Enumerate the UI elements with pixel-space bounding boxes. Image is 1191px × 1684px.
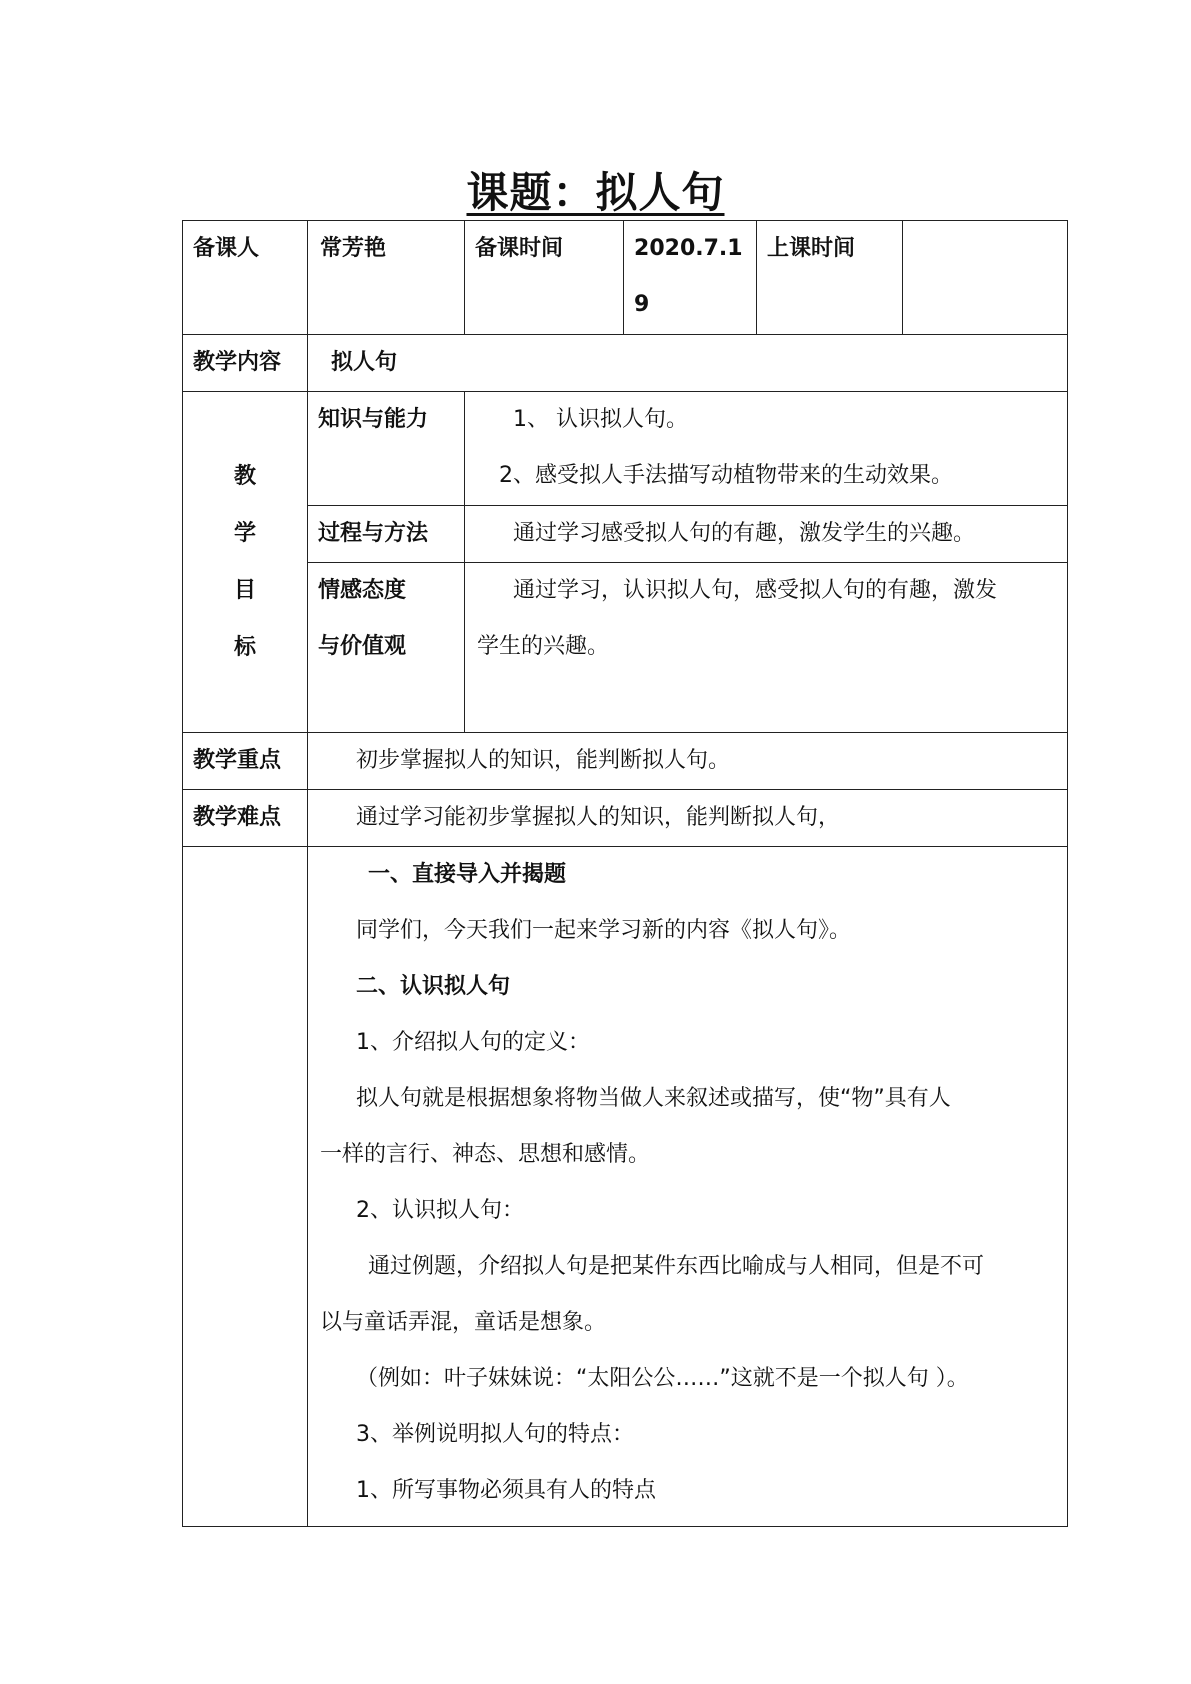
- knowledge-text: [465, 392, 1068, 506]
- page-title: 课题：拟人句: [466, 168, 725, 217]
- goal-emotion-row: [183, 563, 1068, 733]
- intro-paragraph: 同学们，今天我们一起来学习新的内容《拟人句》。: [356, 918, 852, 943]
- key-point-row: [183, 733, 1068, 790]
- emotion-label: [308, 563, 465, 733]
- class-time-label: 上课时间: [757, 221, 903, 335]
- content-row: [183, 335, 1068, 392]
- subsection-2: 2、认识拟人句：: [356, 1198, 524, 1223]
- process-text: 通过学习感受拟人句的有趣，激发学生的兴趣。: [465, 506, 1068, 563]
- knowledge-label: 知识与能力: [308, 392, 465, 506]
- emotion-label-line-2: 与价值观: [318, 634, 407, 659]
- goal-process-row: [183, 506, 1068, 563]
- goals-label: [183, 392, 308, 733]
- goal-knowledge-row: [183, 392, 1068, 506]
- content-value: 拟人句: [308, 335, 1068, 392]
- header-row: [183, 221, 1068, 335]
- process-label: 过程与方法: [308, 506, 465, 563]
- prep-time-value: 2020.7.19: [624, 221, 757, 335]
- preparer-label: 备课人: [183, 221, 308, 335]
- knowledge-item-1: 1、 认识拟人句。: [513, 407, 689, 432]
- section-heading-2: 二、认识拟人句: [356, 974, 511, 999]
- definition-line-2: 一样的言行、神态、思想和感情。: [320, 1142, 651, 1167]
- goals-char-3: 目: [233, 578, 256, 603]
- definition-line-1: 拟人句就是根据想象将物当做人来叙述或描写，使“物”具有人: [356, 1086, 951, 1111]
- goals-char-2: 学: [233, 521, 256, 546]
- emotion-label-line-1: 情感态度: [318, 578, 407, 603]
- content-label: 教学内容: [183, 335, 308, 392]
- emotion-text: [465, 563, 1068, 733]
- process-body: [308, 847, 1068, 1527]
- difficulty-text: 通过学习能初步掌握拟人的知识，能判断拟人句，: [308, 790, 1068, 847]
- difficulty-label: 教学难点: [183, 790, 308, 847]
- subsection-3: 3、举例说明拟人句的特点：: [356, 1422, 634, 1447]
- preparer-name: 常芳艳: [308, 221, 465, 335]
- knowledge-item-2: 2、感受拟人手法描写动植物带来的生动效果。: [499, 463, 954, 488]
- example-line-2: 以与童话弄混，童话是想象。: [320, 1310, 607, 1335]
- key-point-label: 教学重点: [183, 733, 308, 790]
- example-line-1: 通过例题，介绍拟人句是把某件东西比喻成与人相同，但是不可: [368, 1254, 985, 1279]
- class-time-value: [903, 221, 1068, 335]
- lesson-plan-table: [182, 220, 1068, 1527]
- process-body-empty-label: [183, 847, 308, 1527]
- prep-time-label: 备课时间: [465, 221, 624, 335]
- difficulty-row: [183, 790, 1068, 847]
- subsection-1: 1、介绍拟人句的定义：: [356, 1030, 590, 1055]
- process-body-row: [183, 847, 1068, 1527]
- emotion-text-line-1: 通过学习，认识拟人句，感受拟人句的有趣，激发: [513, 578, 998, 603]
- section-heading-1: 一、直接导入并揭题: [368, 862, 567, 887]
- emotion-text-line-2: 学生的兴趣。: [477, 634, 610, 659]
- goals-char-1: 教: [233, 464, 256, 489]
- goals-char-4: 标: [233, 635, 256, 660]
- example-sentence: （例如：叶子妹妹说：“太阳公公……”这就不是一个拟人句 ）。: [356, 1366, 969, 1391]
- feature-1: 1、所写事物必须具有人的特点: [356, 1478, 656, 1503]
- key-point-text: 初步掌握拟人的知识，能判断拟人句。: [308, 733, 1068, 790]
